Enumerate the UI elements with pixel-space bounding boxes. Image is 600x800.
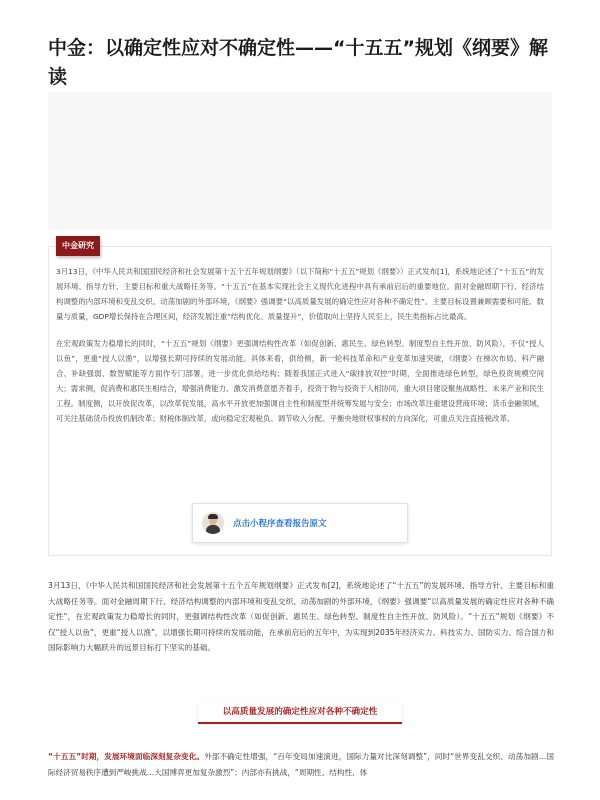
- paragraph-lead-bold: “十五五”时期，发展环境面临深刻复杂变化。: [48, 752, 205, 761]
- summary-paragraph: 3月13日，《中华人民共和国国民经济和社会发展第十五个五年规划纲要》（以下简称“十五五”规划《纲要》）正式发布[1]，系统地论述了“十五五”的发展环境、指导方针、主要目标和重大战略任务等。“十五五”在基本实现社会主义现代化进程中具有承前启后的重要地位。面对金融周期下行、经济结构调整的内部环境和变乱交织、动荡加剧的外部环境，《纲要》强调要“以高质量发展的确定性应对各种不确定性”。主要目标设置兼顾需要和可能、数量与质量，GDP增长保持在合理区间，经济发展注重“结构优化、质量提升”，价值取向上坚持人民至上，民生类指标占比最高。: [56, 267, 544, 321]
- avatar: [202, 512, 224, 534]
- view-report-miniapp-button[interactable]: [192, 503, 408, 543]
- body-paragraph: [48, 749, 554, 780]
- summary-paragraph: 在宏观政策发力稳增长的同时，“十五五”规划《纲要》更强调结构性改革（如促创新、惠民生、绿色转型、制度型自主性开放、防风险），不仅“授人以鱼”，更重“授人以渔”，以增强长期可持续的发展动能。具体来看，供给侧，新一轮科技革命和产业变革加速突破，《纲要》在梯次布局、科产融合、补缺强弱、数智赋能等方面作专门部署，进一步优化供给结构；随着我国正式进入“碳排放双控”时期，全面推进绿色转型，绿色投资规模空间大；需求侧，促消费和惠民生相结合，增强消费能力、激发消费意愿齐着手，投资于物与投资于人相协同，重大项目建设聚焦战略性、未来产业和民生工程。制度侧，以开放促改革，以改革促发展，高水平开放更加强调自主性和制度型并统筹发展与安全；市场改革注重建设营商环境；货币金融领域，可关注基础货币投放机制改革；财税体制改革，或向稳定宏观税负、调节收入分配、平衡央地财权事权的方向深化，可重点关注直接税改革。: [56, 339, 544, 423]
- article-title: 中金：以确定性应对不确定性——“十五五”规划《纲要》解读: [48, 37, 548, 88]
- body-paragraph: 3月13日，《中华人民共和国国民经济和社会发展第十五个五年规划纲要》正式发布[2]，系统地论述了“十五五”的发展环境、指导方针、主要目标和重大战略任务等。面对金融周期下行、经济结构调整的内部环境和变乱交织、动荡加剧的外部环境，《纲要》强调要“以高质量发展的确定性应对各种不确定性”，在宏观政策发力稳增长的同时，更强调结构性改革（如促创新、惠民生、绿色转型、制度性自主性开放、防风险）。“十五五”规划《纲要》不仅“授人以鱼”，更重“授人以渔”，以增强长期可持续的发展动能，在承前启后的五年中，为实现到2035年经济实力、科技实力、国防实力、综合国力和国际影响力大幅跃升的远景目标打下坚实的基础。: [48, 581, 554, 652]
- section-heading: 以高质量发展的确定性应对各种不确定性: [198, 700, 402, 724]
- summary-tag: 中金研究: [56, 236, 100, 256]
- header-image-placeholder: [48, 92, 552, 230]
- view-report-label: 点击小程序查看报告原文: [233, 519, 327, 529]
- paragraph-text: 外部不确定性增强，“百年变局加速演进，国际力量对比深刻调整”，同时“世界变乱交织、动荡加剧…国际经济贸易秩序遭到严峻挑战…大国博弈更加复杂激烈”；内部亦有挑战，“周期性、结构性、体: [48, 752, 554, 777]
